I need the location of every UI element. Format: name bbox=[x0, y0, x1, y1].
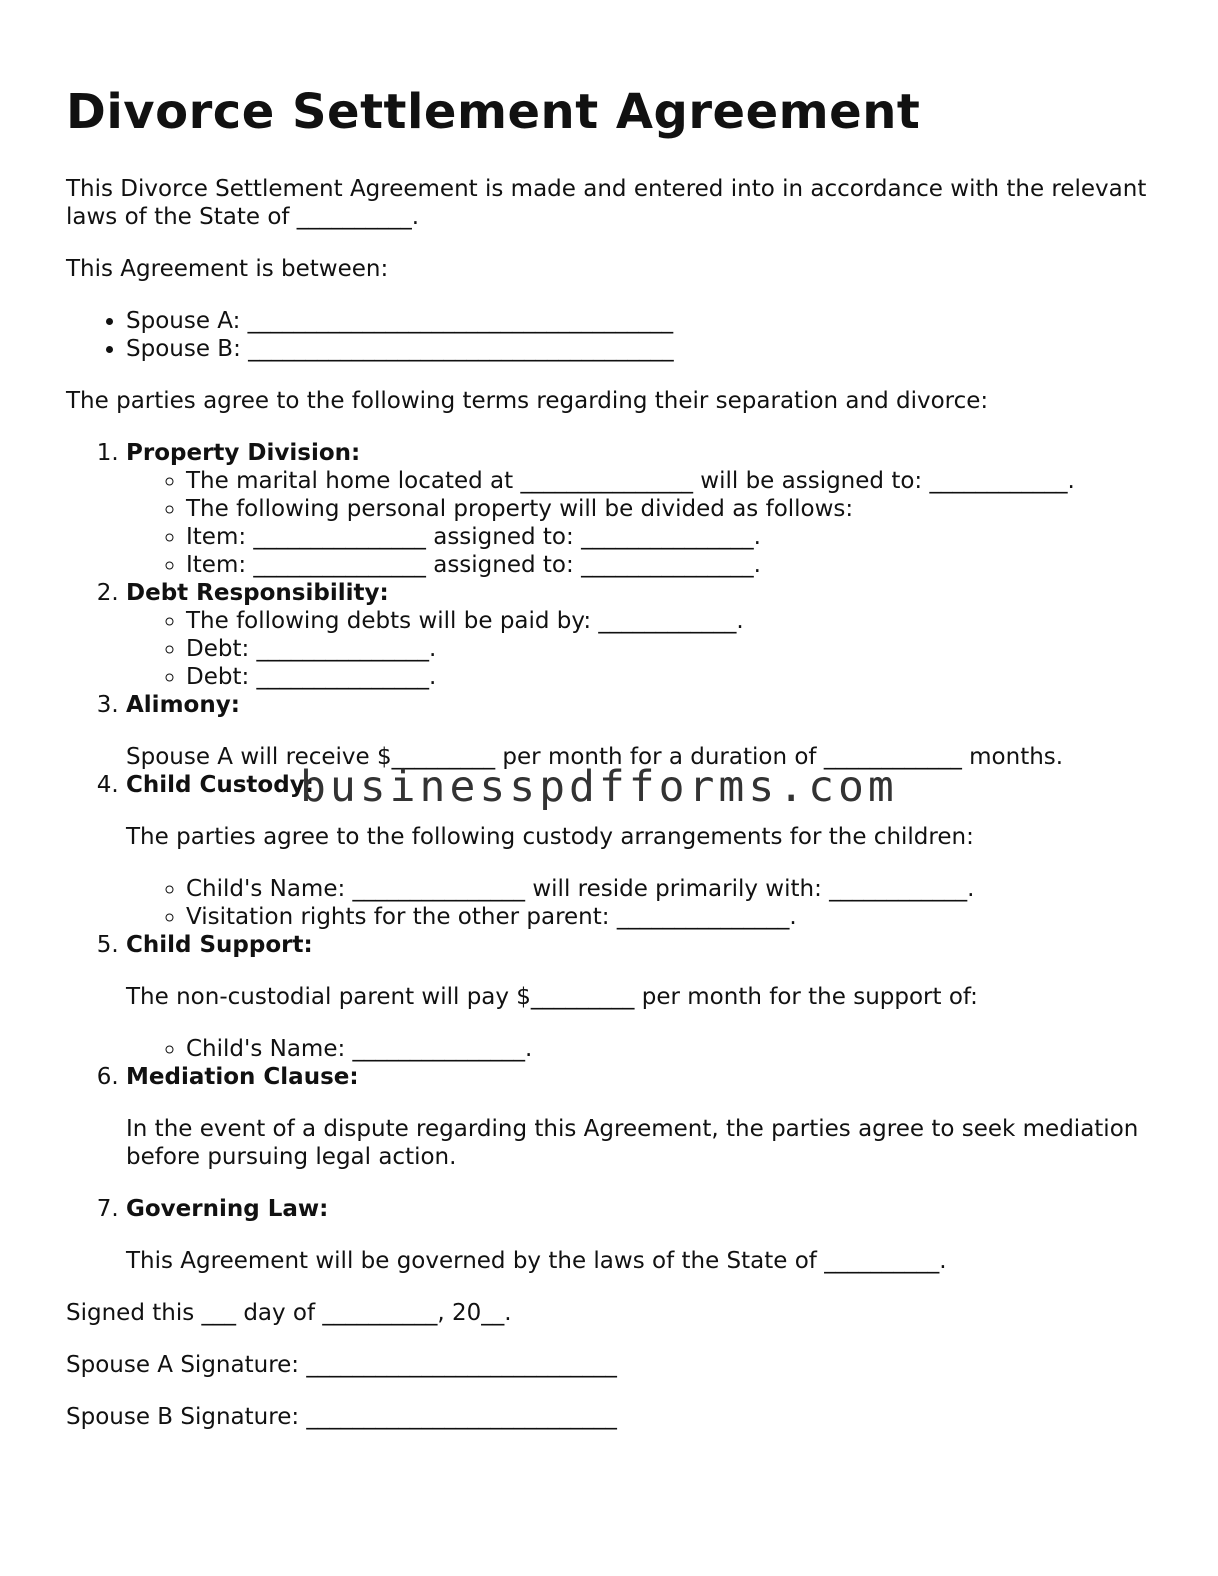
section-heading: Debt Responsibility: bbox=[126, 580, 389, 606]
terms-lead: The parties agree to the following terms regarding their separation and divorce: bbox=[66, 388, 989, 414]
list-item: ◦ Child's Name: _______________. bbox=[186, 1035, 1156, 1063]
spouse-a-line: • Spouse A: _____________________________________ bbox=[126, 307, 1156, 335]
custody-text: The parties agree to the following custody arrangements for the children: bbox=[126, 824, 974, 850]
support-text: The non-custodial parent will pay $_________ per month for the support of: bbox=[126, 984, 978, 1010]
signed-date-line: Signed this ___ day of __________, 20__. bbox=[66, 1300, 512, 1326]
parties-label: This Agreement is between: bbox=[66, 256, 389, 282]
section-debt-responsibility bbox=[126, 579, 1156, 691]
section-governing-law bbox=[126, 1195, 1156, 1275]
list-item: ◦ Item: _______________ assigned to: _______________. bbox=[186, 551, 1156, 579]
section-mediation-clause bbox=[126, 1063, 1156, 1171]
governing-law-text: This Agreement will be governed by the laws of the State of __________. bbox=[126, 1248, 947, 1274]
spouse-b-line: • Spouse B: _____________________________________ bbox=[126, 335, 1156, 363]
mediation-text: In the event of a dispute regarding this Agreement, the parties agree to seek mediation before pursuing legal action. bbox=[126, 1116, 1139, 1170]
spouse-b-signature-line: Spouse B Signature: ___________________________ bbox=[66, 1404, 617, 1430]
property-items bbox=[126, 467, 1156, 579]
section-heading: Governing Law: bbox=[126, 1196, 329, 1222]
document-page bbox=[66, 80, 1156, 1431]
list-item: ◦ Item: _______________ assigned to: _______________. bbox=[186, 523, 1156, 551]
section-heading: Alimony: bbox=[126, 692, 240, 718]
list-item: ◦ The following debts will be paid by: ____________. bbox=[186, 607, 1156, 635]
list-item: ◦ Debt: _______________. bbox=[186, 663, 1156, 691]
intro-paragraph: This Divorce Settlement Agreement is made and entered into in accordance with the relevant laws of the State of __________. bbox=[66, 176, 1147, 230]
custody-items bbox=[126, 875, 1156, 931]
section-alimony bbox=[126, 691, 1156, 771]
watermark-text: businesspdfforms.com bbox=[300, 762, 898, 812]
section-heading: Child Custody: bbox=[126, 772, 314, 798]
debt-items bbox=[126, 607, 1156, 691]
document-title: Divorce Settlement Agreement bbox=[66, 84, 921, 140]
list-item: ◦ Child's Name: _______________ will reside primarily with: ____________. bbox=[186, 875, 1156, 903]
section-child-support bbox=[126, 931, 1156, 1063]
spouse-a-signature-line: Spouse A Signature: ___________________________ bbox=[66, 1352, 617, 1378]
section-heading: Mediation Clause: bbox=[126, 1064, 359, 1090]
support-items bbox=[126, 1035, 1156, 1063]
section-property-division bbox=[126, 439, 1156, 579]
section-heading: Child Support: bbox=[126, 932, 313, 958]
list-item: ◦ The following personal property will be divided as follows: bbox=[186, 495, 1156, 523]
list-item: ◦ Visitation rights for the other parent: _______________. bbox=[186, 903, 1156, 931]
terms-list bbox=[66, 439, 1156, 1275]
list-item: ◦ Debt: _______________. bbox=[186, 635, 1156, 663]
spouse-list bbox=[66, 307, 1156, 363]
list-item: ◦ The marital home located at _______________ will be assigned to: ____________. bbox=[186, 467, 1156, 495]
alimony-text: Spouse A will receive $_________ per month for a duration of ____________ months. bbox=[126, 744, 1064, 770]
section-heading: Property Division: bbox=[126, 440, 361, 466]
